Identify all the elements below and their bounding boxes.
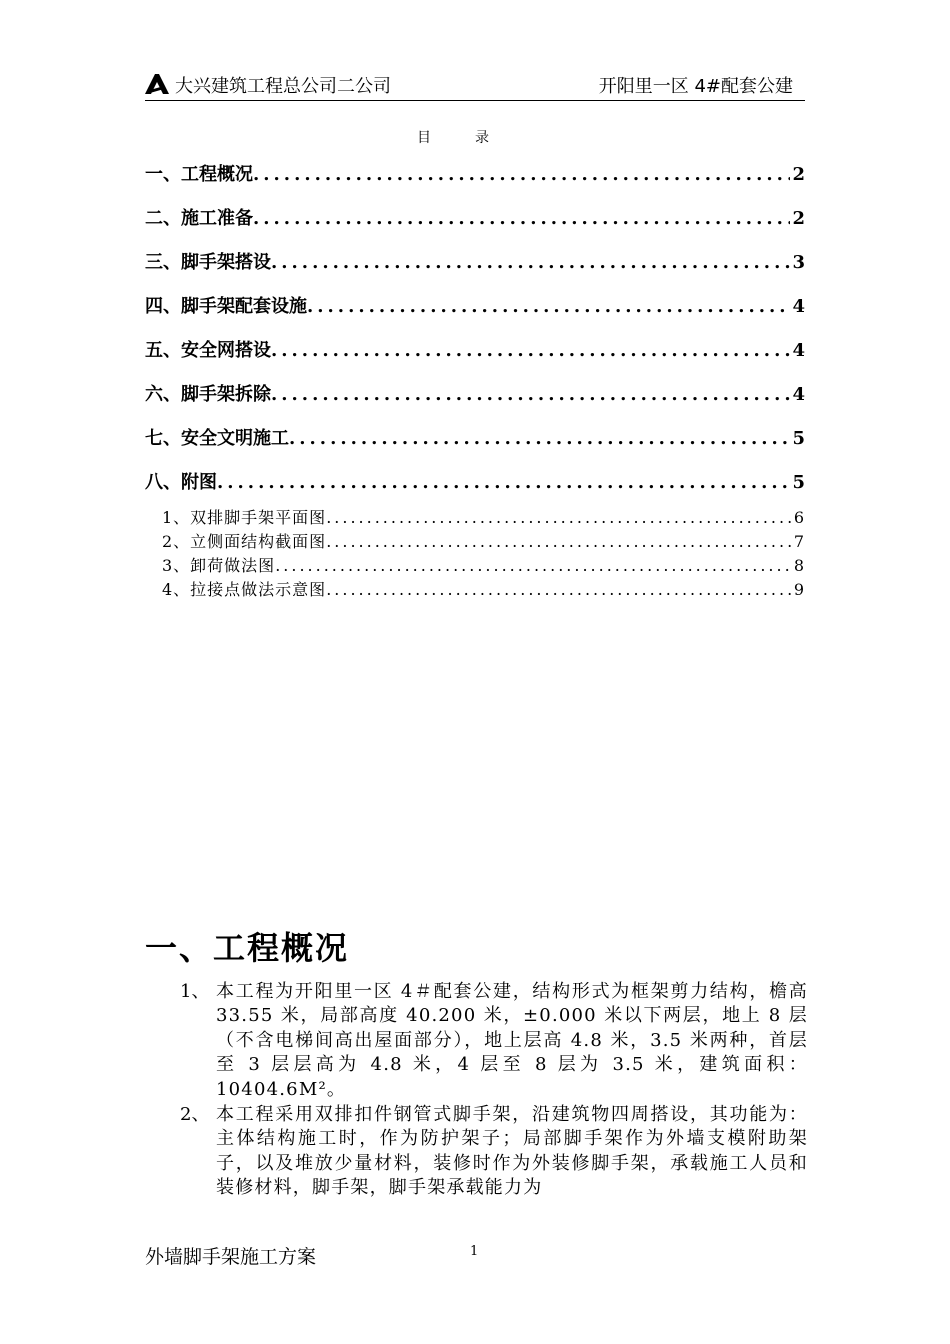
toc-entry-page: 7 <box>793 532 805 551</box>
toc-leader-dots <box>271 384 790 405</box>
toc-leader-dots <box>326 532 792 551</box>
toc-entry-label: 四、脚手架配套设施 <box>145 296 307 317</box>
project-name: 开阳里一区 4#配套公建 <box>598 76 793 97</box>
toc-entry[interactable] <box>145 204 805 230</box>
paragraph-number: 1、 <box>180 981 210 1002</box>
paragraph-item <box>180 980 810 1100</box>
toc-entry-page: 4 <box>792 296 805 317</box>
toc-entry[interactable] <box>145 160 805 186</box>
toc-entry-label: 2、立侧面结构截面图 <box>162 532 327 551</box>
toc-entry-label: 4、拉接点做法示意图 <box>162 580 327 599</box>
paragraph-text: 本工程为开阳里一区 4＃配套公建，结构形式为框架剪力结构，檐高 33.55 米，局部高度 40.200 米，±0.000 米以下两层，地上 8 层（不含电梯间高出屋面部分），地上层高 4.8 米，3.5 米两种，首层至 3 层层高为 4.8 米，4 层至 8 层为 3.5 米，建筑面积：10404.6M²。 <box>216 981 808 1100</box>
toc-entry[interactable] <box>145 380 805 406</box>
toc-leader-dots <box>289 428 790 449</box>
toc-entry-label: 七、安全文明施工 <box>145 428 289 449</box>
toc-entry-page: 2 <box>792 208 805 229</box>
toc-leader-dots <box>271 340 790 361</box>
toc-entry[interactable] <box>145 424 805 450</box>
toc-leader-dots <box>253 164 790 185</box>
toc-title: 目录 <box>417 130 533 146</box>
toc-entry[interactable] <box>145 292 805 318</box>
toc-entry[interactable] <box>145 336 805 362</box>
page-header <box>145 70 805 101</box>
toc-entry-page: 6 <box>793 508 805 527</box>
paragraph-number: 2、 <box>180 1104 210 1125</box>
toc-entry-page: 4 <box>792 384 805 405</box>
toc-subentry[interactable] <box>162 505 805 527</box>
toc-leader-dots <box>275 556 792 575</box>
paragraph-item <box>180 1103 810 1203</box>
toc-entry-label: 3、卸荷做法图 <box>162 556 276 575</box>
section-title: 一、工程概况 <box>145 929 350 967</box>
page-number: 1 <box>470 1244 479 1259</box>
toc-entry-label: 三、脚手架搭设 <box>145 252 271 273</box>
footer-title: 外墙脚手架施工方案 <box>145 1246 317 1268</box>
toc-entry-label: 五、安全网搭设 <box>145 340 271 361</box>
toc-entry-label: 二、施工准备 <box>145 208 253 229</box>
company-logo-icon <box>145 74 169 94</box>
toc-leader-dots <box>217 472 790 493</box>
toc-entry-label: 八、附图 <box>145 472 217 493</box>
toc-entry-label: 1、双排脚手架平面图 <box>162 508 327 527</box>
toc-leader-dots <box>326 508 792 527</box>
toc-entry-label: 一、工程概况 <box>145 164 253 185</box>
toc-leader-dots <box>307 296 790 317</box>
toc-subentry[interactable] <box>162 553 805 575</box>
toc-leader-dots <box>253 208 790 229</box>
toc-entry-label: 六、脚手架拆除 <box>145 384 271 405</box>
toc-leader-dots <box>271 252 790 273</box>
toc-entry[interactable] <box>145 468 805 494</box>
toc-subentry[interactable] <box>162 577 805 599</box>
toc-entry-page: 2 <box>792 164 805 185</box>
company-name: 大兴建筑工程总公司二公司 <box>175 76 391 97</box>
toc-entry-page: 3 <box>792 252 805 273</box>
toc-leader-dots <box>326 580 792 599</box>
toc-entry-page: 5 <box>792 428 805 449</box>
toc-entry-page: 4 <box>792 340 805 361</box>
toc-entry-page: 8 <box>793 556 805 575</box>
toc-entry[interactable] <box>145 248 805 274</box>
toc-entry-page: 9 <box>793 580 805 599</box>
paragraph-text: 本工程采用双排扣件钢管式脚手架，沿建筑物四周搭设，其功能为：主体结构施工时，作为防护架子；局部脚手架作为外墙支模附助架子，以及堆放少量材料，装修时作为外装修脚手架，承载施工人员和装修材料，脚手架，脚手架承载能力为 <box>216 1104 808 1199</box>
toc-entry-page: 5 <box>792 472 805 493</box>
toc-subentry[interactable] <box>162 529 805 551</box>
